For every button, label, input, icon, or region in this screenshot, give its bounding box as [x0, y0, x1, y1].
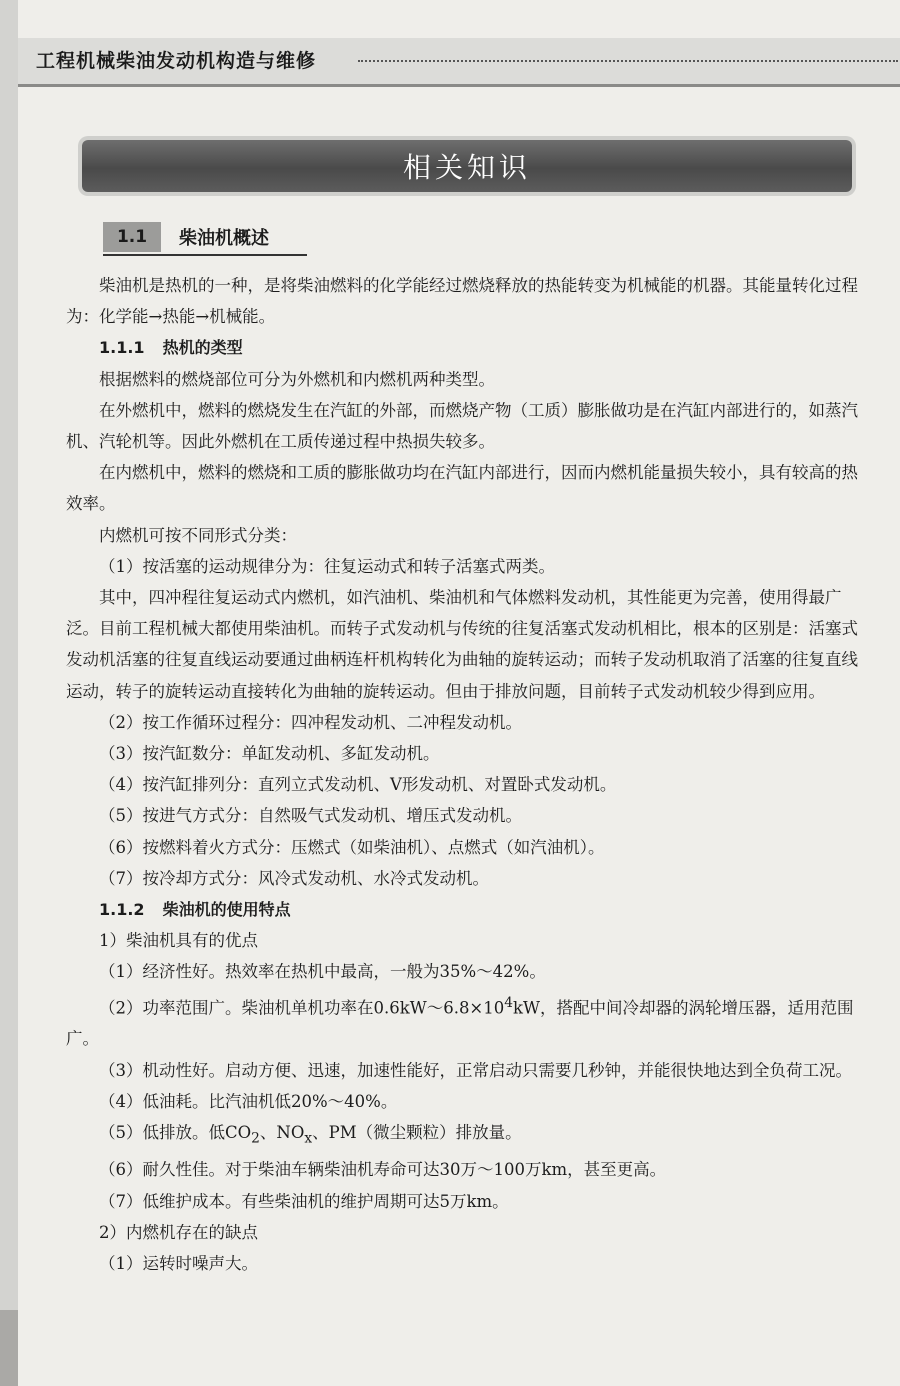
subsection-number: 1.1.2 — [99, 900, 145, 920]
text-run: 、PM（微尘颗粒）排放量。 — [312, 1122, 522, 1142]
list-item — [66, 1117, 866, 1155]
list-item: （6）耐久性佳。对于柴油车辆柴油机寿命可达30万～100万km，甚至更高。 — [99, 1160, 667, 1180]
list-item: （4）低油耗。比汽油机低20%～40%。 — [99, 1091, 398, 1111]
page-edge — [0, 0, 18, 1386]
list-item: （7）低维护成本。有些柴油机的维护周期可达5万km。 — [99, 1191, 509, 1211]
subsection-number: 1.1.1 — [99, 338, 145, 358]
subsection-heading — [66, 332, 866, 363]
list-item: （3）机动性好。启动方便、迅速，加速性能好，正常启动只需要几秒钟，并能很快地达到全负荷工况。 — [99, 1060, 852, 1080]
list-item: （1）经济性好。热效率在热机中最高，一般为35%～42%。 — [99, 962, 546, 982]
page-edge-strip — [0, 1310, 18, 1386]
list-item: （6）按燃料着火方式分：压燃式（如柴油机）、点燃式（如汽油机）。 — [99, 837, 605, 857]
subsection-heading — [66, 894, 866, 925]
list-item — [66, 988, 866, 1055]
paragraph: 在内燃机中，燃料的燃烧和工质的膨胀做功均在汽缸内部进行，因而内燃机能量损失较小，具有较高的热效率。 — [66, 463, 858, 514]
text-run: （5）低排放。低CO — [99, 1122, 252, 1142]
list-item: （1）按活塞的运动规律分为：往复运动式和转子活塞式两类。 — [99, 556, 555, 576]
section-title: 柴油机概述 — [179, 228, 269, 249]
subscript: x — [304, 1130, 313, 1147]
text-run: kW，搭配中间冷却器的涡轮增压器，适用范围广。 — [66, 998, 854, 1049]
banner-title: 相关知识 — [402, 151, 531, 184]
section-banner — [82, 140, 852, 192]
paragraph: 内燃机可按不同形式分类： — [99, 525, 297, 545]
list-item: （4）按汽缸排列分：直列立式发动机、V形发动机、对置卧式发动机。 — [99, 775, 617, 795]
list-item: （5）按进气方式分：自然吸气式发动机、增压式发动机。 — [99, 806, 522, 826]
superscript: 4 — [504, 994, 514, 1011]
header-rule — [358, 60, 898, 62]
subsection-title: 热机的类型 — [162, 338, 243, 358]
paragraph: 根据燃料的燃烧部位可分为外燃机和内燃机两种类型。 — [99, 369, 495, 389]
section-heading — [103, 222, 307, 256]
book-title: 工程机械柴油发动机构造与维修 — [36, 50, 317, 72]
subscript: 2 — [251, 1130, 260, 1147]
list-item: （3）按汽缸数分：单缸发动机、多缸发动机。 — [99, 744, 440, 764]
running-header — [18, 38, 900, 87]
text-run: （2）功率范围广。柴油机单机功率在0.6kW～6.8×10 — [99, 998, 505, 1018]
body-text — [66, 270, 866, 1279]
subsection-title: 柴油机的使用特点 — [162, 900, 291, 920]
paragraph: 其中，四冲程往复运动式内燃机，如汽油机、柴油机和气体燃料发动机，其性能更为完善，使用得最广泛。目前工程机械大都使用柴油机。而转子式发动机与传统的往复活塞式发动机相比，根本的区别是：活塞式发动机活塞的往复直线运动要通过曲柄连杆机构转化为曲轴的旋转运动；而转子发动机取消了活塞的往复直线运动，转子的旋转运动直接转化为曲轴的旋转运动。但由于排放问题，目前转子式发动机较少得到应用。 — [66, 588, 858, 701]
paragraph: 在外燃机中，燃料的燃烧发生在汽缸的外部，而燃烧产物（工质）膨胀做功是在汽缸内部进行的，如蒸汽机、汽轮机等。因此外燃机在工质传递过程中热损失较多。 — [66, 400, 858, 452]
list-item: （1）运转时噪声大。 — [99, 1254, 258, 1274]
list-heading: 1）柴油机具有的优点 — [99, 931, 258, 951]
paragraph: 柴油机是热机的一种，是将柴油燃料的化学能经过燃烧释放的热能转变为机械能的机器。其能量转化过程为：化学能→热能→机械能。 — [66, 276, 858, 327]
list-heading: 2）内燃机存在的缺点 — [99, 1222, 258, 1242]
list-item: （7）按冷却方式分：风冷式发动机、水冷式发动机。 — [99, 868, 489, 888]
list-item: （2）按工作循环过程分：四冲程发动机、二冲程发动机。 — [99, 712, 522, 732]
text-run: 、NO — [259, 1122, 305, 1142]
section-number: 1.1 — [103, 222, 161, 252]
